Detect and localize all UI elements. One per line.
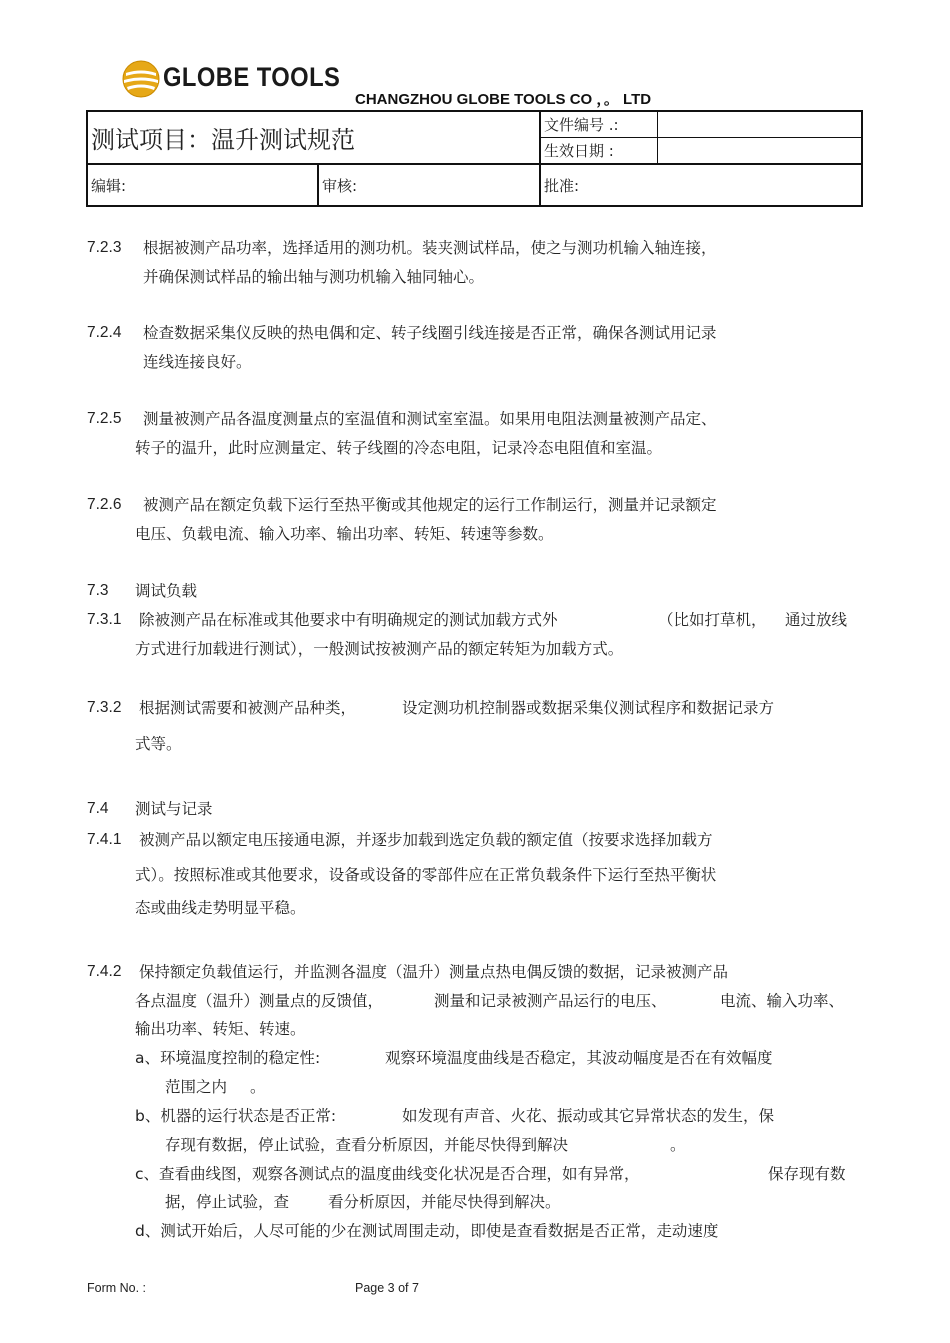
page-number: Page 3 of 7: [355, 1281, 419, 1295]
globe-logo-icon: [122, 60, 160, 98]
list-item-c: 据，停止试验，查: [165, 1193, 290, 1211]
section-number: 7.4.1: [87, 831, 122, 848]
paragraph-line: 测量被测产品各温度测量点的室温值和测试室室温。如果用电阻法测量被测产品定、: [143, 410, 717, 428]
paragraph-line: 输出功率、转矩、转速。: [135, 1020, 306, 1038]
reviewer-label: 审核:: [318, 164, 540, 206]
list-item-d: d、测试开始后，人尽可能的少在测试周围走动，即使是查看数据是否正常，走动速度: [135, 1222, 719, 1240]
list-item-b: b、机器的运行状态是否正常:: [135, 1107, 337, 1125]
paragraph-line: 电压、负载电流、输入功率、输出功率、转矩、转速等参数。: [135, 525, 554, 543]
list-item-a: 范围之内: [165, 1078, 228, 1096]
section-number: 7.3: [87, 582, 109, 599]
paragraph-line: 连线连接良好。: [143, 353, 252, 371]
list-item-c: 保存现有数: [768, 1165, 846, 1183]
document-header-table: [86, 110, 863, 207]
effective-date-label: 生效日期 :: [540, 138, 657, 165]
list-item-b: 。: [670, 1136, 686, 1154]
section-number: 7.3.1: [87, 611, 122, 628]
paragraph-line: 转子的温升，此时应测量定、转子线圈的冷态电阻，记录冷态电阻值和室温。: [135, 439, 663, 457]
paragraph-line: 方式进行加载进行测试），一般测试按被测产品的额定转矩为加载方式。: [135, 640, 624, 658]
list-item-a: 观察环境温度曲线是否稳定，其波动幅度是否在有效幅度: [385, 1049, 773, 1067]
paragraph-line: 并确保测试样品的输出轴与测功机输入轴同轴心。: [143, 268, 485, 286]
editor-label: 编辑:: [87, 164, 318, 206]
paragraph-line: 被测产品以额定电压接通电源，并逐步加载到选定负载的额定值（按要求选择加载方: [139, 831, 713, 849]
logo-text: GLOBE TOOLS: [163, 62, 341, 92]
section-number: 7.4: [87, 800, 109, 817]
doc-title: 测试项目：温升测试规范: [87, 111, 540, 164]
paragraph-line: 被测产品在额定负载下运行至热平衡或其他规定的运行工作制运行，测量并记录额定: [143, 496, 717, 514]
paragraph-line: 保持额定负载值运行，并监测各温度（温升）测量点热电偶反馈的数据，记录被测产品: [139, 963, 729, 981]
section-number: 7.3.2: [87, 699, 122, 716]
paragraph-line: 各点温度（温升）测量点的反馈值，: [135, 992, 384, 1010]
list-item-b: 如发现有声音、火花、振动或其它异常状态的发生，保: [402, 1107, 775, 1125]
section-title: 测试与记录: [135, 800, 213, 818]
list-item-a: 。: [250, 1078, 266, 1096]
doc-no-label: 文件编号 .:: [540, 111, 657, 138]
paragraph-line: 检查数据采集仪反映的热电偶和定、转子线圈引线连接是否正常，确保各测试用记录: [143, 324, 717, 342]
paragraph-line: （比如打草机，: [658, 611, 767, 629]
section-number: 7.2.6: [87, 496, 122, 513]
list-item-c: 看分析原因，并能尽快得到解决。: [328, 1193, 561, 1211]
doc-no-value: [657, 111, 862, 138]
section-number: 7.4.2: [87, 963, 122, 980]
paragraph-line: 根据测试需要和被测产品种类，: [139, 699, 357, 717]
paragraph-line: 通过放线: [785, 611, 848, 629]
approver-label: 批准:: [540, 164, 862, 206]
list-item-b: 存现有数据，停止试验，查看分析原因，并能尽快得到解决: [165, 1136, 569, 1154]
form-number: Form No. :: [87, 1281, 147, 1295]
paragraph-line: 电流、输入功率、: [720, 992, 845, 1010]
paragraph-line: 除被测产品在标准或其他要求中有明确规定的测试加载方式外: [139, 611, 558, 629]
paragraph-line: 态或曲线走势明显平稳。: [135, 899, 306, 917]
paragraph-line: 测量和记录被测产品运行的电压、: [434, 992, 667, 1010]
paragraph-line: 式）。按照标准或其他要求，设备或设备的零部件应在正常负载条件下运行至热平衡状: [135, 866, 717, 884]
paragraph-line: 设定测功机控制器或数据采集仪测试程序和数据记录方: [402, 699, 775, 717]
list-item-c: c、查看曲线图，观察各测试点的温度曲线变化状况是否合理，如有异常，: [135, 1165, 640, 1183]
effective-date-value: [657, 138, 862, 165]
company-name: CHANGZHOU GLOBE TOOLS CO ，。 LTD: [355, 91, 652, 108]
section-number: 7.2.3: [87, 239, 122, 256]
section-title: 调试负载: [135, 582, 198, 600]
paragraph-line: 根据被测产品功率，选择适用的测功机。装夹测试样品，使之与测功机输入轴连接，: [143, 239, 717, 257]
paragraph-line: 式等。: [135, 735, 182, 753]
list-item-a: a、环境温度控制的稳定性:: [135, 1049, 321, 1067]
section-number: 7.2.5: [87, 410, 122, 427]
section-number: 7.2.4: [87, 324, 122, 341]
